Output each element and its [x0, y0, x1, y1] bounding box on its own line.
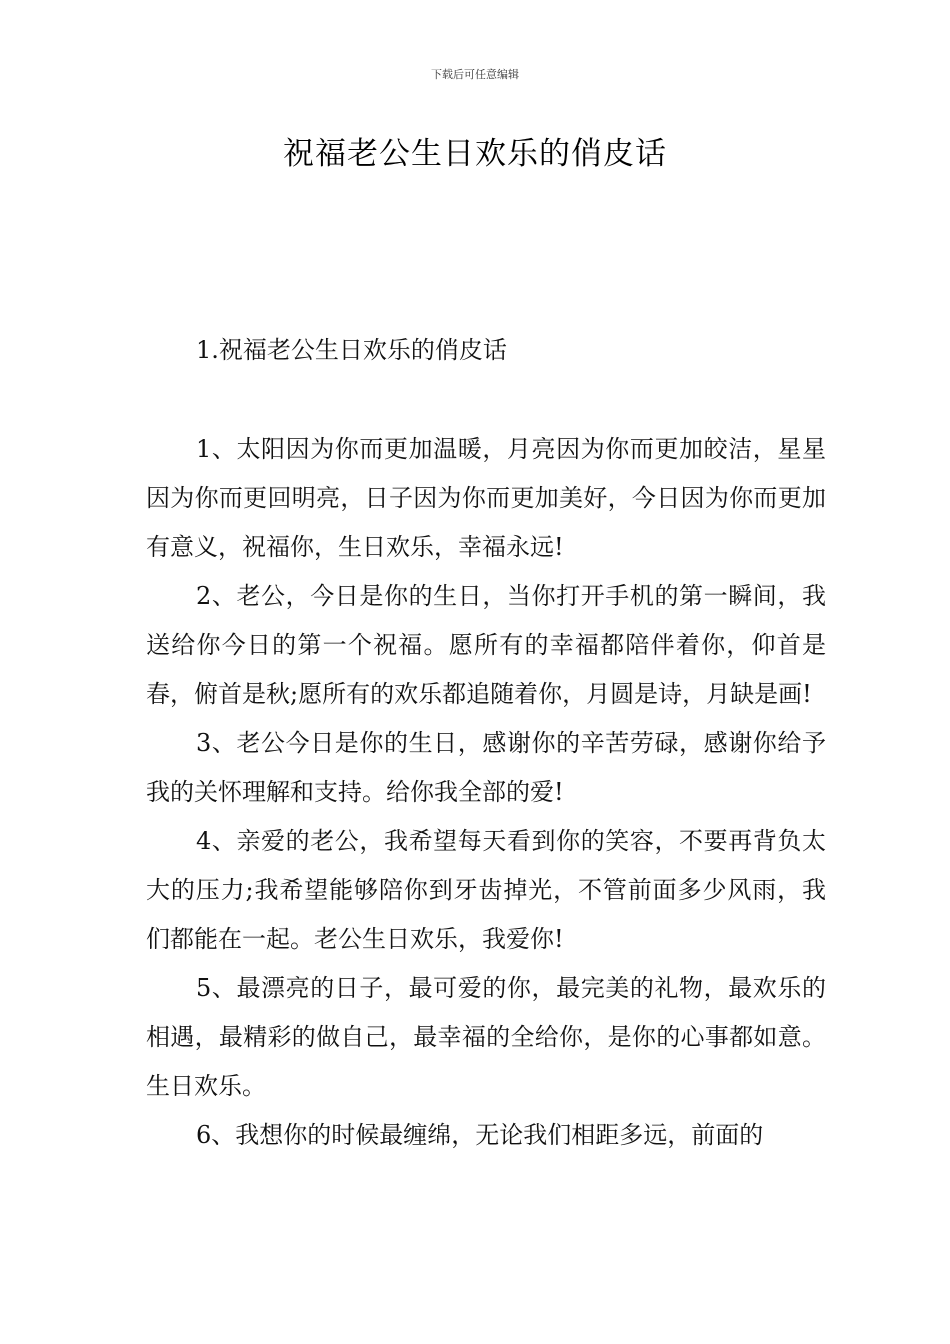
document-body	[146, 425, 826, 1160]
paragraph-5: 5、最漂亮的日子，最可爱的你，最完美的礼物，最欢乐的相遇，最精彩的做自己，最幸福的全给你，是你的心事都如意。生日欢乐。	[146, 974, 826, 1100]
section-heading: 1.祝福老公生日欢乐的俏皮话	[196, 336, 507, 364]
paragraph-1: 1、太阳因为你而更加温暖，月亮因为你而更加皎洁，星星因为你而更回明亮，日子因为你而更加美好，今日因为你而更加有意义，祝福你，生日欢乐，幸福永远!	[146, 435, 826, 561]
paragraph-3: 3、老公今日是你的生日，感谢你的辛苦劳碌，感谢你给予我的关怀理解和支持。给你我全部的爱!	[146, 729, 826, 806]
document-title: 祝福老公生日欢乐的俏皮话	[283, 136, 667, 172]
header-note: 下载后可任意编辑	[431, 68, 519, 81]
paragraph-4: 4、亲爱的老公，我希望每天看到你的笑容，不要再背负太大的压力;我希望能够陪你到牙齿掉光，不管前面多少风雨，我们都能在一起。老公生日欢乐，我爱你!	[146, 827, 826, 953]
paragraph-2: 2、老公，今日是你的生日，当你打开手机的第一瞬间，我送给你今日的第一个祝福。愿所有的幸福都陪伴着你，仰首是春，俯首是秋;愿所有的欢乐都追随着你，月圆是诗，月缺是画!	[146, 582, 826, 708]
paragraph-6: 6、我想你的时候最缠绵，无论我们相距多远，前面的	[196, 1121, 764, 1149]
